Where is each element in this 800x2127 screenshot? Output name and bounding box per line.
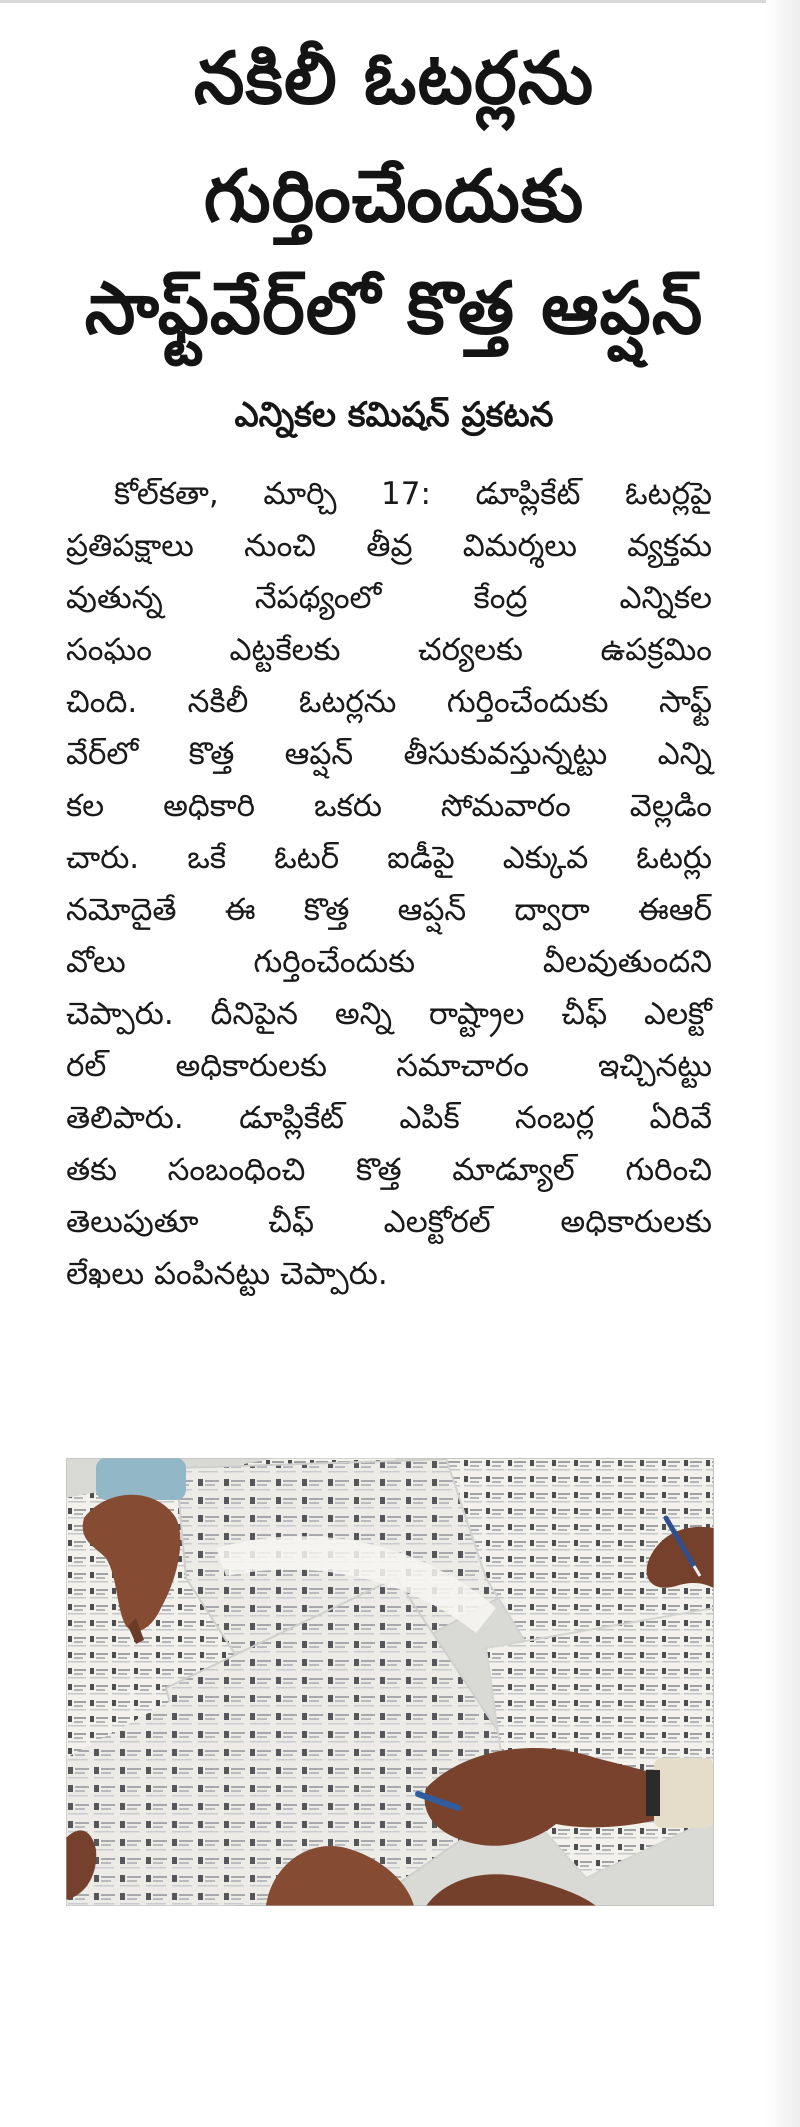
body-line: నమోదైతే ఈ కొత్త ఆప్షన్ ద్వారా ఈఆర్	[66, 892, 712, 928]
body-line: కోల్‌కతా, మార్చి 17: డూప్లికేట్ ఓటర్లపై	[114, 476, 712, 512]
body-line: తెలుపుతూ చీఫ్ ఎలక్టోరల్ అధికారులకు	[66, 1204, 712, 1240]
body-line: కల అధికారి ఒకరు సోమవారం వెల్లడిం	[66, 788, 712, 824]
article-body	[66, 468, 712, 1300]
body-line: ప్రతిపక్షాలు నుంచి తీవ్ర విమర్శలు వ్యక్తమ	[66, 528, 712, 564]
body-line: రల్ అధికారులకు సమాచారం ఇచ్చినట్టు	[66, 1048, 712, 1084]
headline-line-1: నకిలీ ఓటర్లను	[193, 36, 595, 120]
body-line: తెలిపారు. డూప్లికేట్ ఎపిక్ నంబర్ల ఏరివే	[66, 1100, 712, 1136]
subheadline: ఎన్నికల కమిషన్ ప్రకటన	[234, 395, 554, 435]
body-line: లేఖలు పంపినట్టు చెప్పారు.	[66, 1256, 388, 1292]
headline-line-2: గుర్తించేందుకు	[203, 154, 585, 238]
headline-line-3: సాఫ్ట్‌వేర్‌లో కొత్త ఆప్షన్	[84, 266, 704, 350]
page-edge-shadow	[766, 0, 800, 2127]
body-line: చెప్పారు. దీనిపైన అన్ని రాష్ట్రాల చీఫ్ ఎలక్టో	[66, 996, 712, 1032]
body-line: చింది. నకిలీ ఓటర్లను గుర్తించేందుకు సాఫ్ట్	[66, 684, 712, 720]
body-line: తకు సంబంధించి కొత్త మాడ్యూల్ గురించి	[66, 1152, 712, 1188]
body-line: చారు. ఒకే ఓటర్ ఐడీపై ఎక్కువ ఓటర్లు	[66, 840, 712, 876]
body-line: వేర్‌లో కొత్త ఆప్షన్ తీసుకువస్తున్నట్టు ఎన్ని	[66, 736, 712, 772]
electoral-roll-photo	[66, 1458, 714, 1906]
body-line: సంఘం ఎట్టకేలకు చర్యలకు ఉపక్రమిం	[66, 632, 712, 668]
page-top-rule	[0, 0, 800, 3]
newspaper-clipping	[56, 18, 732, 2118]
body-line: వుతున్న నేపథ్యంలో కేంద్ర ఎన్నికల	[66, 580, 712, 616]
body-line: వోలు గుర్తించేందుకు వీలవుతుందని	[66, 944, 712, 980]
